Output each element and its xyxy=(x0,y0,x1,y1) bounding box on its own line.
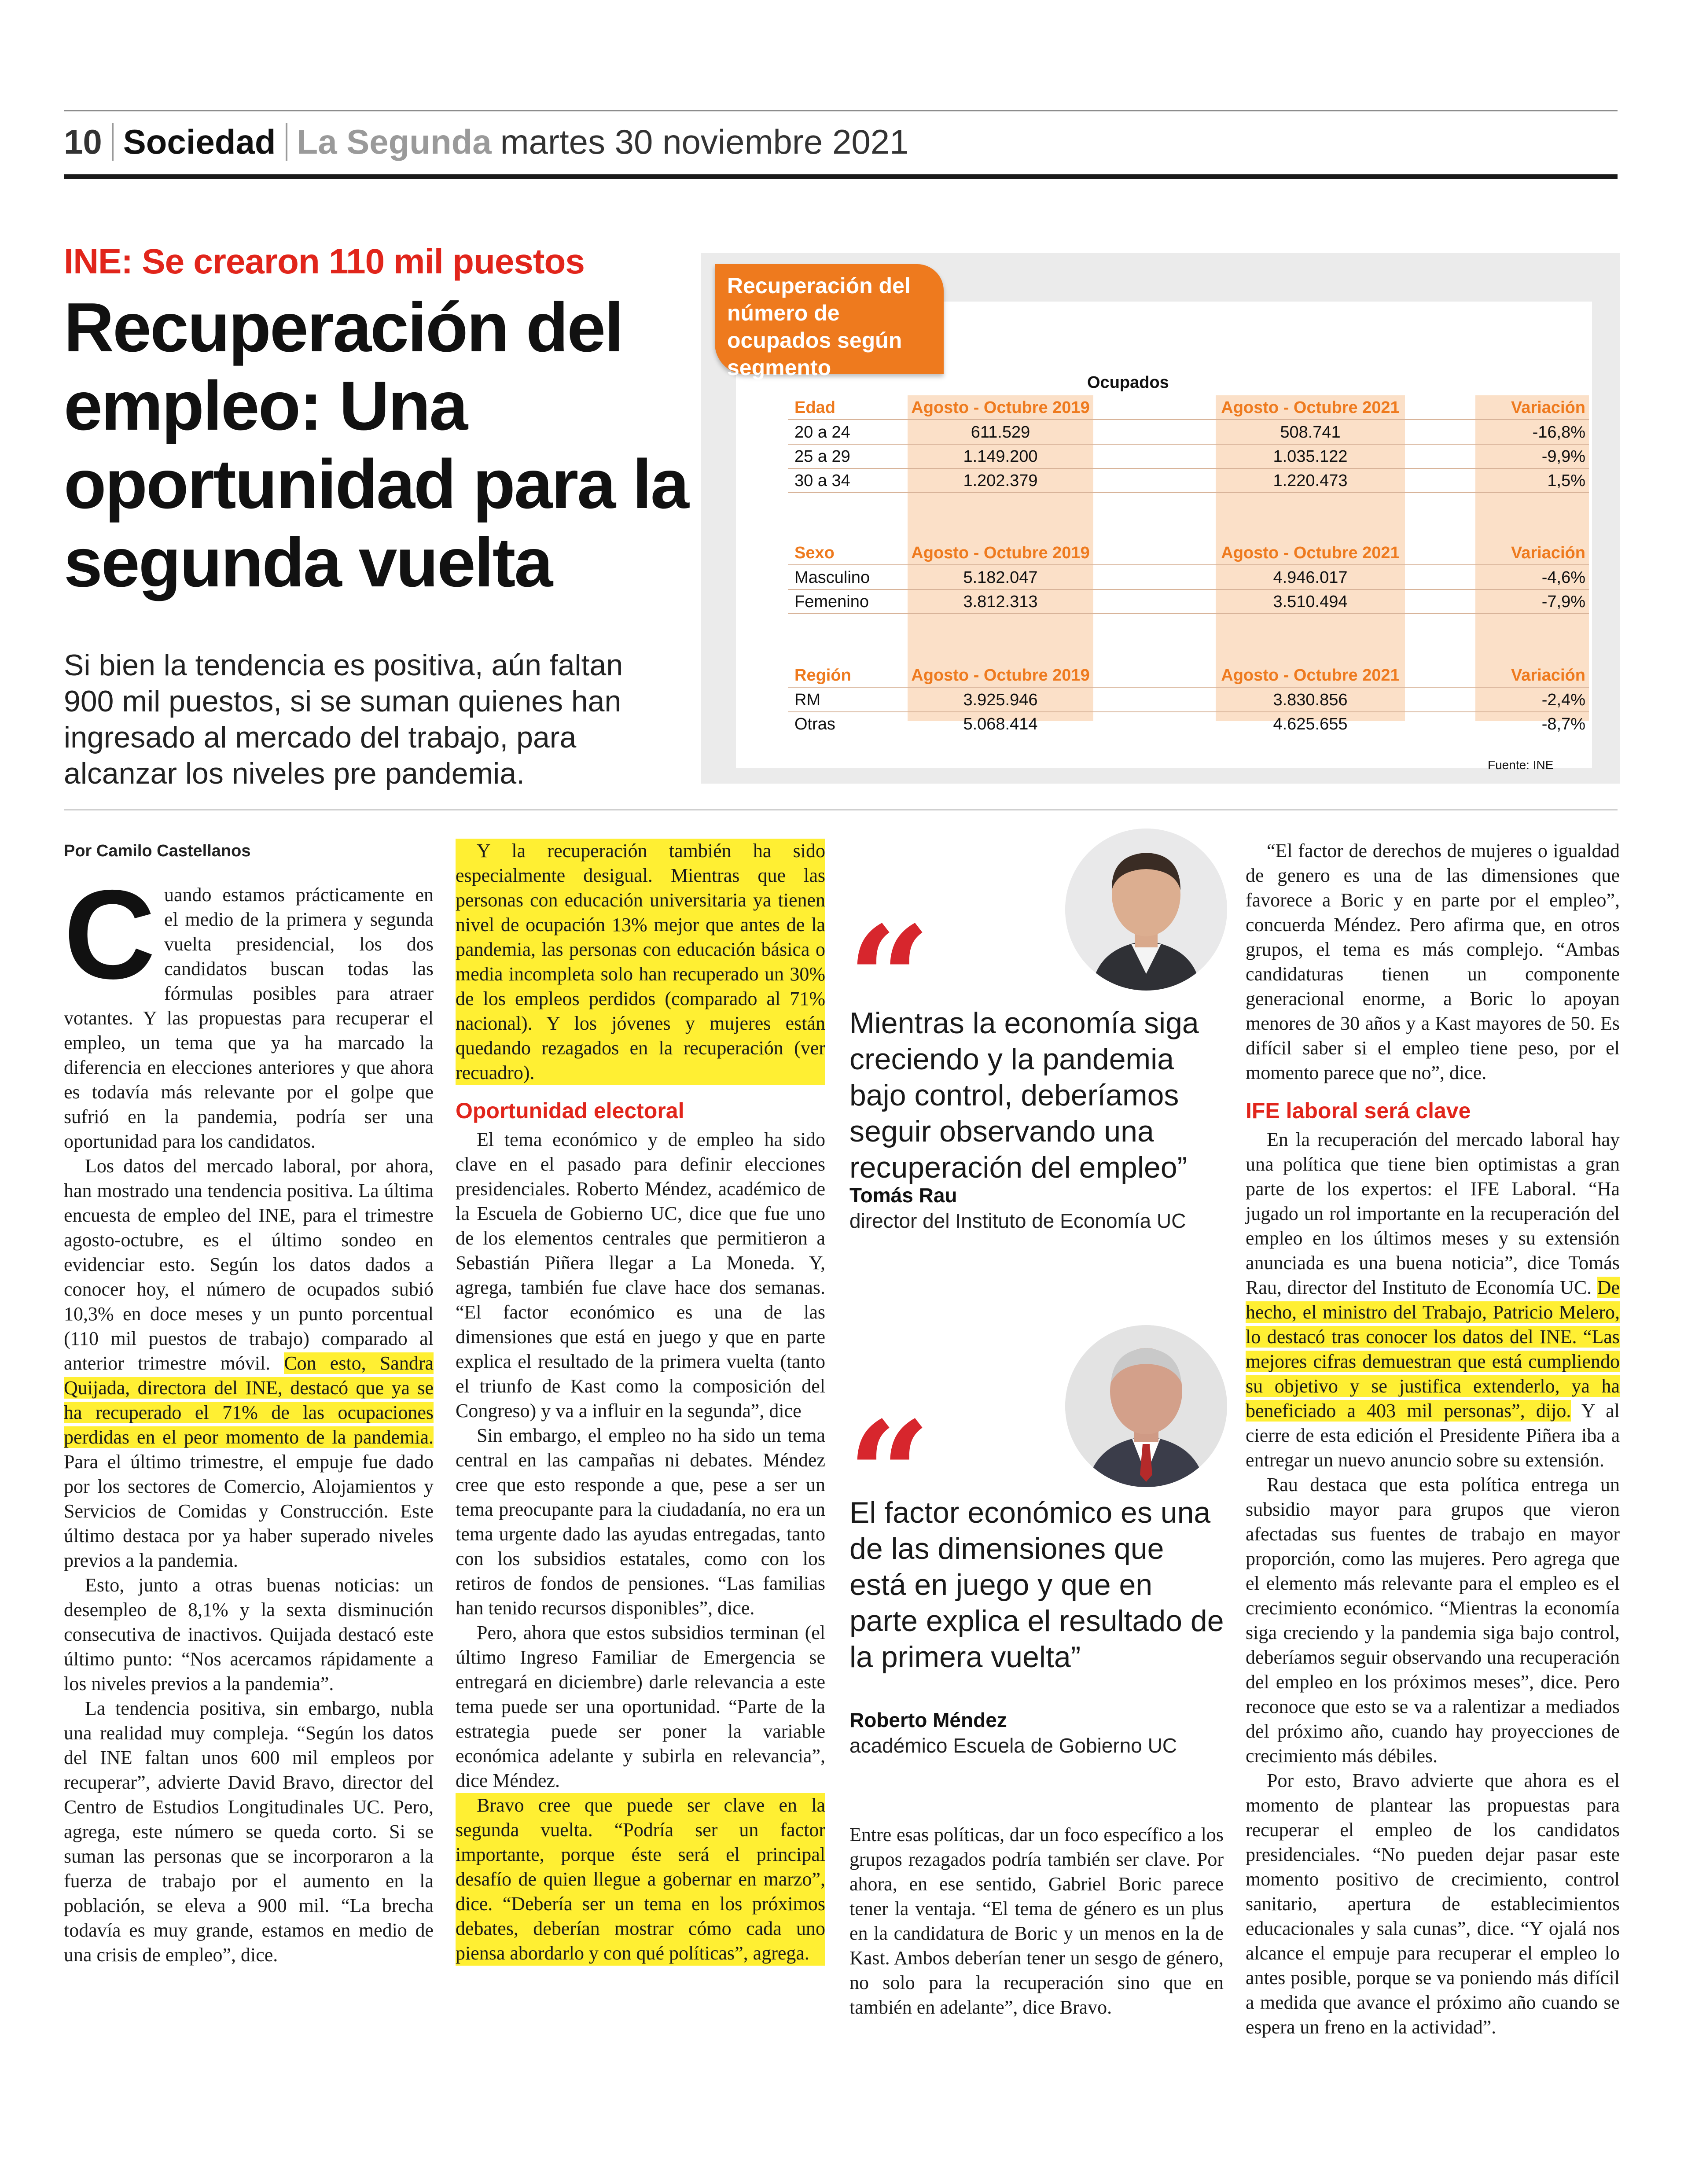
table-cell: 25 a 29 xyxy=(794,447,850,466)
page-number: 10 xyxy=(64,122,102,161)
table-rule xyxy=(788,687,1589,688)
masthead-separator xyxy=(286,123,287,161)
article-paragraph: Rau destaca que esta política entrega un subsidio mayor para grupos que vieron afectadas sus fuentes de trabajo en mayor proporción, como las mujeres. Pero agrega que el elemento más relevante para el empleo es el crecimiento económico. “Mientras la economía siga creciendo y la pandemia siga bajo control, deberíamos seguir observando una recuperación del empleo en los próximos meses”, dice. Pero reconoce que esto se va a ralentizar a mediados del próximo año, cuando hay proyecciones de crecimiento más débiles. xyxy=(1246,1474,1620,1767)
dropcap: C xyxy=(64,864,155,1005)
table-cell: 611.529 xyxy=(971,423,1030,442)
masthead xyxy=(64,115,908,168)
article-paragraph-highlighted: Y la recuperación también ha sido especialmente desigual. Mientras que las personas con educación universitaria ya tienen nivel de ocupación 13% mejor que antes de la pandemia, las personas con educación básica o media incompleta solo han recuperado un 30% de los empleos perdidos (comparado al 71% nacional). Y los jóvenes y mujeres están quedando rezagados en la recuperación (ver recuadro). xyxy=(456,839,825,1085)
table-rule xyxy=(788,589,1589,590)
table-cell: 5.182.047 xyxy=(963,568,1038,587)
table-header-cell: Región xyxy=(794,666,851,685)
pull-quote-role: académico Escuela de Gobierno UC xyxy=(849,1734,1177,1757)
table-cell: 3.812.313 xyxy=(963,593,1038,611)
table-rule xyxy=(788,613,1589,614)
kicker: INE: Se crearon 110 mil puestos xyxy=(64,242,585,281)
top-rule xyxy=(64,110,1618,111)
table-header-cell: Variación xyxy=(1511,544,1585,562)
table-cell: 5.068.414 xyxy=(963,715,1038,733)
paragraph-text: Y al cierre de esta edición el Presidente Piñera iba a entregar un nuevo anuncio sobre su extensión. xyxy=(1246,1400,1620,1471)
table-rule xyxy=(788,468,1589,469)
pull-quote-name: Tomás Rau xyxy=(849,1184,957,1207)
article-paragraph xyxy=(64,1154,434,1573)
table-cell: RM xyxy=(794,691,821,709)
header-rule xyxy=(64,174,1618,179)
issue-date: martes 30 noviembre 2021 xyxy=(500,122,909,161)
article-paragraph: Entre esas políticas, dar un foco específico a los grupos rezagados podría también ser clave. Por ahora, en ese sentido, Gabriel Boric parece tener la ventaja. “El tema de género es un plus en la candidatura de Boric y un menos en la de Kast. Ambos deberían tener un sesgo de género, no solo para la recuperación sino que en también en adelante”, dice Bravo. xyxy=(849,1824,1224,2018)
pull-quote-text: Mientras la economía siga creciendo y la pandemia bajo control, deberíamos seguir observando una recuperación del empleo” xyxy=(849,1006,1199,1184)
pull-quote-role: director del Instituto de Economía UC xyxy=(849,1209,1186,1232)
article-column-1 xyxy=(64,839,434,1967)
table-cell: 3.925.946 xyxy=(963,691,1038,709)
table-cell: 1.202.379 xyxy=(963,471,1038,490)
table-header-cell: Variación xyxy=(1511,666,1585,685)
table-cell: -16,8% xyxy=(1532,423,1585,442)
paragraph-text: uando estamos prácticamente en el medio de la primera y segunda vuelta presidencial, los dos candidatos buscan todas las fórmulas posibles para atraer votantes. Y las propuestas para recuperar el empleo, un tema que ya ha marcado la diferencia en elecciones anteriores y que ahora es todavía más relevante por el golpe que sufrió en la pandemia, podría ser una oportunidad para los candidatos. xyxy=(64,884,434,1152)
infographic-title: Recuperación del número de ocupados según segmento xyxy=(727,273,911,380)
pull-quote-text: El factor económico es una de las dimensiones que está en juego y que en parte explica el resultado de la primera vuelta” xyxy=(849,1496,1224,1674)
table-rule xyxy=(788,711,1589,712)
byline: Por Camilo Castellanos xyxy=(64,842,251,860)
table-cell: -4,6% xyxy=(1541,568,1585,587)
subhead: IFE laboral será clave xyxy=(1246,1098,1471,1123)
table-cell: Otras xyxy=(794,715,835,733)
table-cell: Femenino xyxy=(794,593,869,611)
table-cell: -9,9% xyxy=(1541,447,1585,466)
table-cell: -2,4% xyxy=(1541,691,1585,709)
dek: Si bien la tendencia es positiva, aún faltan 900 mil puestos, si se suman quienes han ingresado al mercado del trabajo, para alcanzar los niveles pre pandemia. xyxy=(64,648,623,790)
highlighted-text: De hecho, el ministro del Trabajo, Patricio Melero, lo destacó tras conocer los datos del INE. “Las mejores cifras demuestran que está cumpliendo su objetivo y se justifica extenderlo, ya ha beneficiado a 403 mil personas”, dijo. xyxy=(1246,1277,1620,1422)
masthead-separator xyxy=(112,123,114,161)
subhead: Oportunidad electoral xyxy=(456,1098,684,1123)
paragraph-text: Para el último trimestre, el empuje fue dado por los sectores de Comercio, Alojamientos y Servicios de Comidas y Construcción. Este último destaca por ya haber superado niveles previos a la pandemia. xyxy=(64,1451,434,1571)
highlighted-text: Con esto, Sandra Quijada, directora del INE, destacó que ya se ha recuperado el 71% de las ocupaciones perdidas en el peor momento de la pandemia. xyxy=(64,1352,434,1448)
pull-quote-name: Roberto Méndez xyxy=(849,1709,1007,1731)
table-header-cell: Edad xyxy=(794,398,835,417)
portrait-illustration xyxy=(1065,829,1227,991)
article-paragraph: Sin embargo, el empleo no ha sido un tema central en las campañas ni debates. Méndez cree que esto responde a que, pese a ser un tema preocupante para la ciudadanía, no era un tema urgente dado las ayudas entregadas, tanto con los subsidios estatales, como con los retiros de fondos de pensiones. “Las familias han tenido recursos disponibles”, dice. xyxy=(456,1425,825,1619)
table-cell: 1.220.473 xyxy=(1273,471,1348,490)
table-header-cell: Agosto - Octubre 2021 xyxy=(1221,398,1400,417)
article-paragraph: El tema económico y de empleo ha sido clave en el pasado para definir elecciones presidenciales. Roberto Méndez, académico de la Escuela de Gobierno UC, dice que fue uno de los elementos centrales que permitieron a Sebastián Piñera llegar a La Moneda. Y, agrega, también fue clave hace dos semanas. “El factor económico es una de las dimensiones que está en juego y que en parte explica el resultado de la primera vuelta (tanto el triunfo de Kast como la composición del Congreso) y va a influir en la segunda”, dice xyxy=(456,1129,825,1422)
table-cell: 3.510.494 xyxy=(1273,593,1348,611)
article-paragraph: “El factor de derechos de mujeres o igualdad de genero es una de las dimensiones que favorece a Boric y en parte por el empleo”, concuerda Méndez. Pero afirma que, en otros grupos, el tema es más complejo. “Ambas candidaturas tienen un componente generacional enorme, a Boric lo apoyan menores de 30 años y a Kast mayores de 50. Es difícil saber si el empleo tiene peso, por el momento parece que no”, dice. xyxy=(1246,840,1620,1083)
table-cell: Masculino xyxy=(794,568,870,587)
article-paragraph: Pero, ahora que estos subsidios terminan (el último Ingreso Familiar de Emergencia se entregará en diciembre) darle relevancia a este tema puede ser una oportunidad. “Parte de la estrategia puede ser poner la variable económica adelante y subirla en relevancia”, dice Méndez. xyxy=(456,1622,825,1791)
table-header-cell: Variación xyxy=(1511,398,1585,417)
table-header-cell: Sexo xyxy=(794,544,835,562)
table-cell: 508.741 xyxy=(1280,423,1341,442)
table-header-cell: Agosto - Octubre 2021 xyxy=(1221,544,1400,562)
section-name: Sociedad xyxy=(123,122,276,161)
portrait-photo-tomas-rau xyxy=(1065,829,1227,991)
article-paragraph xyxy=(1246,1127,1620,1473)
table-cell: 20 a 24 xyxy=(794,423,850,442)
table-cell: 30 a 34 xyxy=(794,471,850,490)
table-header-cell: Agosto - Octubre 2021 xyxy=(1221,666,1400,685)
table-cell: 4.946.017 xyxy=(1273,568,1348,587)
table-rule xyxy=(788,419,1589,420)
headline: Recuperación del empleo: Una oportunidad para la segunda vuelta xyxy=(64,289,688,601)
infographic-source: Fuente: INE xyxy=(1488,758,1554,772)
table-cell: 1.035.122 xyxy=(1273,447,1348,466)
table-rule xyxy=(788,444,1589,445)
table-cell: 1.149.200 xyxy=(963,447,1038,466)
table-header-cell: Agosto - Octubre 2019 xyxy=(911,398,1090,417)
article-column-3 xyxy=(849,1823,1224,2020)
portrait-illustration xyxy=(1065,1325,1227,1487)
quote-mark-icon: “ xyxy=(847,1389,931,1560)
table-cell: 4.625.655 xyxy=(1273,715,1348,733)
section-divider xyxy=(64,809,1618,810)
article-paragraph: Por esto, Bravo advierte que ahora es el momento de plantear las propuestas para recuperar el empleo de los candidatos presidenciales. “No pueden dejar pasar este momento positivo de crecimiento, control sanitario, apertura de establecimientos educacionales y sala cunas”, dice. “Y ojalá nos alcance el empuje para recuperar el empleo lo antes posible, porque se va poniendo más difícil a medida que avance el próximo año cuando se espera un freno en la actividad”. xyxy=(1246,1770,1620,2038)
infographic-subtitle: Ocupados xyxy=(1087,373,1169,392)
portrait-photo-roberto-mendez xyxy=(1065,1325,1227,1487)
newspaper-name: La Segunda xyxy=(297,122,492,161)
article-paragraph xyxy=(64,864,434,1154)
article-column-4 xyxy=(1246,839,1620,2040)
paragraph-text: En la recuperación del mercado laboral hay una política que tiene bien optimistas a gran parte de los expertos: el IFE Laboral. “Ha jugado un rol importante en la recuperación del empleo en los últimos meses y su extensión anunciada es una buena noticia”, dice Tomás Rau, director del Instituto de Economía UC. xyxy=(1246,1129,1620,1298)
table-header-cell: Agosto - Octubre 2019 xyxy=(911,544,1090,562)
article-paragraph: La tendencia positiva, sin embargo, nubla una realidad muy compleja. “Según los datos del INE faltan unos 600 mil empleos por recuperar”, advierte David Bravo, director del Centro de Estudios Longitudinales UC. Pero, agrega, este número se queda corto. Si se suman las personas que se incorporaron a la fuerza de trabajo por el aumento en la población, se eleva a 900 mil. “La brecha todavía es muy grande, estamos en medio de una crisis de empleo”, dice. xyxy=(64,1698,434,1966)
table-cell: 1,5% xyxy=(1547,471,1585,490)
article-paragraph-highlighted: Bravo cree que puede ser clave en la segunda vuelta. “Podría ser un factor importante, porque éste será el principal desafío de quien llegue a gobernar en marzo”, dice. “Debería ser un tema en los próximos debates, deberían mostrar cómo cada uno piensa abordarlo y con qué políticas”, agrega. xyxy=(456,1793,825,1966)
table-cell: -8,7% xyxy=(1541,715,1585,733)
table-rule xyxy=(788,564,1589,565)
paragraph-text: Los datos del mercado laboral, por ahora, han mostrado una tendencia positiva. La última encuesta de empleo del INE, para el trimestre agosto-octubre, es el último sondeo en evidenciar esto. Según los datos dados a conocer hoy, el número de ocupados subió 10,3% en doce meses y un punto porcentual (110 mil puestos de trabajo) comparado al anterior trimestre móvil. xyxy=(64,1155,434,1374)
article-column-2 xyxy=(456,839,825,1966)
table-rule xyxy=(788,492,1589,493)
table-cell: 3.830.856 xyxy=(1273,691,1348,709)
article-paragraph: Esto, junto a otras buenas noticias: un desempleo de 8,1% y la sexta disminución consecutiva de inactivos. Quijada destacó este último punto: “Nos acercamos rápidamente a los niveles previos a la pandemia”. xyxy=(64,1574,434,1694)
table-header-cell: Agosto - Octubre 2019 xyxy=(911,666,1090,685)
quote-mark-icon: “ xyxy=(847,894,931,1065)
infographic-title-tab xyxy=(715,264,944,380)
table-cell: -7,9% xyxy=(1541,593,1585,611)
